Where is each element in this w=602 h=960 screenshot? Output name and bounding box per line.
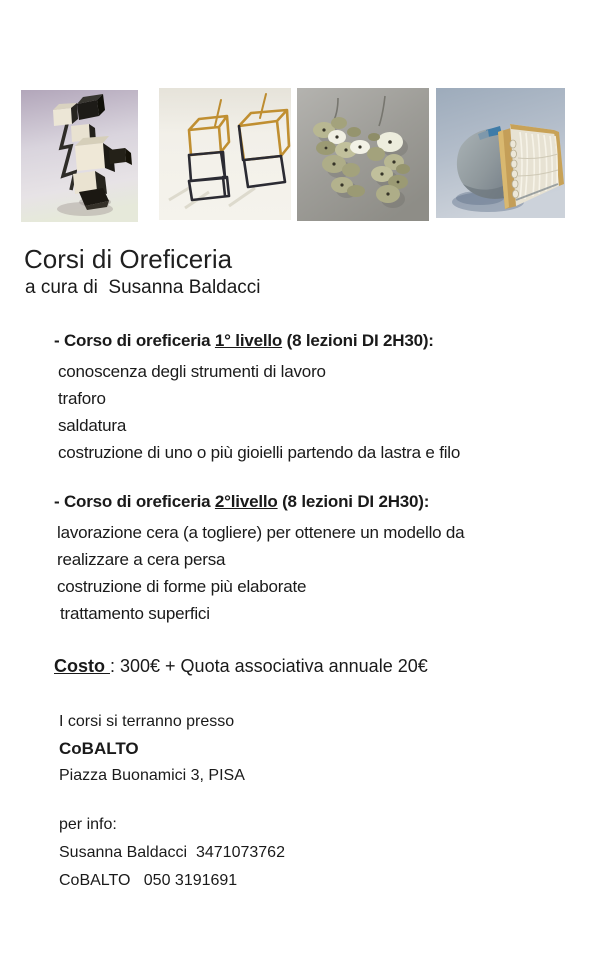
woven-ring-image — [436, 88, 565, 218]
photo-disc-earrings — [297, 88, 429, 221]
cost-value: : 300€ + Quota associativa annuale 20€ — [110, 656, 428, 676]
contact-person-phone: Susanna Baldacci 3471073762 — [59, 844, 285, 861]
disc-earrings-image — [297, 88, 429, 221]
contact-label: per info: — [59, 816, 117, 833]
cube-brooch-image — [21, 90, 138, 222]
course-1-heading-prefix: - Corso di oreficeria — [54, 331, 215, 350]
cost-label: Costo — [54, 656, 110, 676]
course-item: costruzione di uno o più gioielli partendo da lastra e filo — [58, 443, 461, 462]
course-item: saldatura — [58, 416, 127, 435]
course-item: traforo — [58, 389, 106, 408]
contact-venue-phone: CoBALTO 050 3191691 — [59, 872, 238, 889]
page-subtitle: a cura di Susanna Baldacci — [25, 277, 261, 298]
photo-wireframe-cube-earrings — [159, 88, 291, 220]
course-1-level: 1° livello — [214, 331, 283, 350]
course-2-items — [57, 519, 464, 627]
course-item: conoscenza degli strumenti di lavoro — [58, 362, 326, 381]
contact-block — [59, 811, 285, 895]
course-item: lavorazione cera (a togliere) per ottenere un modello da — [57, 523, 465, 542]
course-2-heading-prefix: - Corso di oreficeria — [54, 492, 215, 511]
venue-name: CoBALTO — [59, 739, 139, 758]
venue-intro: I corsi si terranno presso — [59, 713, 235, 730]
course-2-heading — [54, 490, 429, 514]
venue-block — [59, 708, 245, 789]
course-item: realizzare a cera persa — [57, 550, 226, 569]
course-2-heading-suffix: (8 lezioni DI 2H30): — [277, 492, 430, 511]
page-title: Corsi di Oreficeria — [24, 244, 233, 274]
photo-cube-brooch — [21, 90, 138, 222]
cost-line — [54, 653, 428, 679]
venue-address: Piazza Buonamici 3, PISA — [59, 767, 245, 784]
course-item: trattamento superfici — [60, 604, 210, 623]
course-2-level: 2°livello — [214, 492, 278, 511]
course-1-heading-suffix: (8 lezioni DI 2H30): — [282, 331, 434, 350]
photo-woven-ring — [436, 88, 565, 218]
wireframe-cube-earrings-image — [159, 88, 291, 220]
course-item: costruzione di forme più elaborate — [57, 577, 307, 596]
course-1-heading — [54, 329, 434, 353]
course-1-items — [58, 358, 460, 466]
